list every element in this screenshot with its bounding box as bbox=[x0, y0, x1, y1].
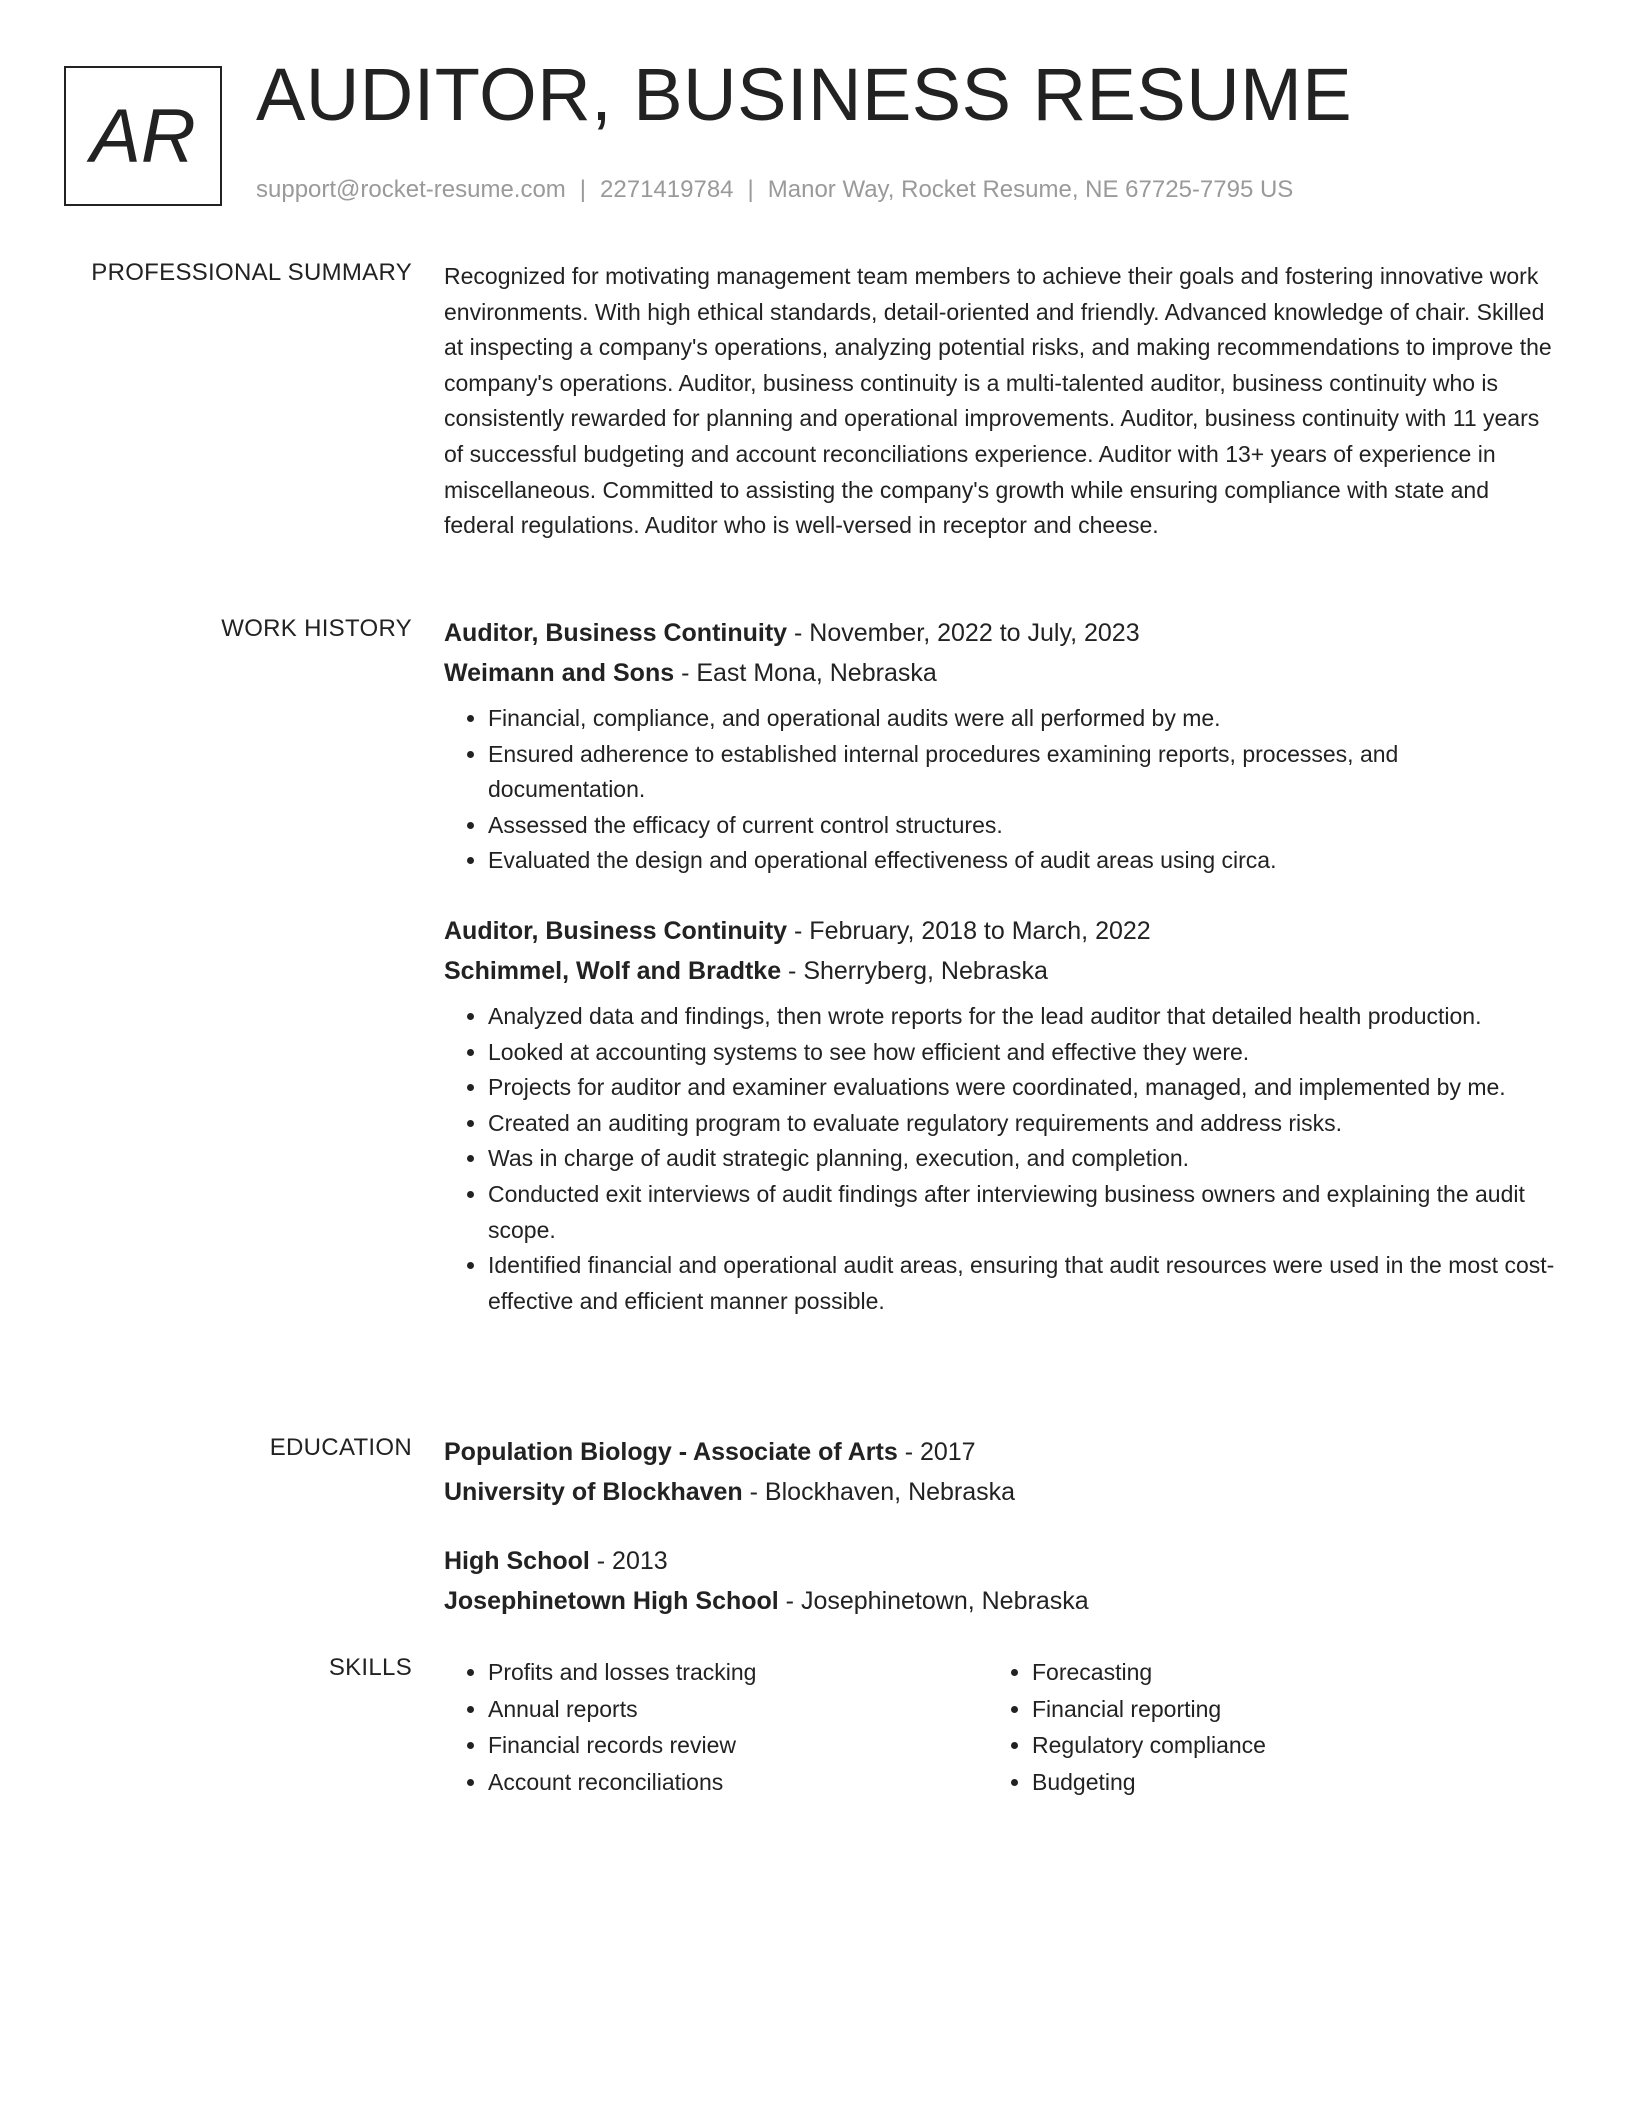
section-label-summary: PROFESSIONAL SUMMARY bbox=[91, 259, 412, 286]
job-location: - East Mona, Nebraska bbox=[674, 659, 937, 687]
separator: | bbox=[579, 176, 587, 203]
skill-item: • Budgeting bbox=[1032, 1764, 1532, 1801]
list-item: • Looked at accounting systems to see how efficient and effective they were. bbox=[488, 1035, 1560, 1071]
education-degree: High School bbox=[444, 1547, 590, 1575]
skills-list-left bbox=[444, 1654, 988, 1800]
job-company-line bbox=[444, 653, 1560, 693]
job-title: Auditor, Business Continuity bbox=[444, 916, 788, 945]
list-item: • Projects for auditor and examiner evaluations were coordinated, managed, and implemented by me. bbox=[488, 1070, 1560, 1106]
education-degree: Population Biology - Associate of Arts bbox=[444, 1438, 898, 1466]
summary-text: Recognized for motivating management team members to achieve their goals and fostering innovative work environments. With high ethical standards, detail-oriented and friendly. Advanced knowledge of chair. Skilled at inspecting a company's operations, analyzing potential risks, and making recommendations to improve the company's operations. Auditor, business continuity is a multi-talented auditor, business continuity who is consistently rewarded for planning and operational improvements. Auditor, business continuity with 11 years of successful budgeting and account reconciliations experience. Auditor with 13+ years of experience in miscellaneous. Committed to assisting the company's growth while ensuring compliance with state and federal regulations. Auditor who is well-versed in receptor and cheese. bbox=[444, 263, 1552, 539]
resume-title: AUDITOR, BUSINESS RESUME bbox=[256, 53, 1353, 136]
contact-line bbox=[256, 176, 1293, 204]
list-item: • Was in charge of audit strategic planning, execution, and completion. bbox=[488, 1141, 1560, 1177]
skill-item: • Profits and losses tracking bbox=[488, 1654, 988, 1691]
section-label-education: EDUCATION bbox=[269, 1434, 412, 1461]
monogram-logo: AR bbox=[64, 66, 222, 206]
contact-email: support@rocket-resume.com bbox=[256, 176, 566, 203]
education-school: University of Blockhaven bbox=[444, 1478, 743, 1506]
job-dates: - February, 2018 to March, 2022 bbox=[787, 916, 1151, 945]
separator: | bbox=[747, 176, 754, 203]
education-location: - Josephinetown, Nebraska bbox=[778, 1587, 1089, 1615]
list-item: • Created an auditing program to evaluate regulatory requirements and address risks. bbox=[488, 1106, 1560, 1142]
job-company-line bbox=[444, 951, 1560, 991]
contact-address: Manor Way, Rocket Resume, NE 67725-7795 US bbox=[767, 176, 1294, 203]
education-school: Josephinetown High School bbox=[444, 1587, 779, 1615]
job-bullets bbox=[444, 701, 1560, 879]
job-location: - Sherryberg, Nebraska bbox=[781, 956, 1048, 985]
list-item: • Evaluated the design and operational effectiveness of audit areas using circa. bbox=[488, 843, 1560, 879]
education-entry bbox=[444, 1432, 1560, 1512]
list-item: • Financial, compliance, and operational audits were all performed by me. bbox=[488, 701, 1560, 737]
skill-item: • Account reconciliations bbox=[488, 1764, 988, 1801]
skills-columns bbox=[444, 1654, 1560, 1800]
skill-item: • Regulatory compliance bbox=[1032, 1727, 1532, 1764]
section-label-work-history: WORK HISTORY bbox=[221, 615, 412, 642]
list-item: • Ensured adherence to established internal procedures examining reports, processes, and documentation. bbox=[488, 737, 1560, 808]
job-title-line bbox=[444, 911, 1560, 951]
list-item: • Conducted exit interviews of audit findings after interviewing business owners and explaining the audit scope. bbox=[488, 1177, 1560, 1248]
skill-item: • Annual reports bbox=[488, 1691, 988, 1728]
job-entry bbox=[444, 911, 1560, 1319]
job-title-line bbox=[444, 613, 1560, 653]
skill-item: • Forecasting bbox=[1032, 1654, 1532, 1691]
education-year: - 2017 bbox=[897, 1438, 976, 1466]
education-location: - Blockhaven, Nebraska bbox=[742, 1478, 1016, 1506]
job-entry bbox=[444, 613, 1560, 879]
list-item: • Identified financial and operational audit areas, ensuring that audit resources were used in the most cost-effective and efficient manner possible. bbox=[488, 1248, 1560, 1319]
job-dates: - November, 2022 to July, 2023 bbox=[787, 619, 1140, 647]
job-bullets bbox=[444, 999, 1560, 1319]
education-entry bbox=[444, 1541, 1560, 1621]
contact-phone: 2271419784 bbox=[600, 176, 734, 203]
list-item: • Assessed the efficacy of current control structures. bbox=[488, 808, 1560, 844]
list-item: • Analyzed data and findings, then wrote reports for the lead auditor that detailed health production. bbox=[488, 999, 1560, 1035]
skill-item: • Financial reporting bbox=[1032, 1691, 1532, 1728]
education-degree-line bbox=[444, 1541, 1560, 1581]
skill-item: • Financial records review bbox=[488, 1727, 988, 1764]
education-year: - 2013 bbox=[589, 1547, 668, 1575]
section-label-skills: SKILLS bbox=[328, 1654, 412, 1681]
education-school-line bbox=[444, 1472, 1560, 1512]
job-company: Weimann and Sons bbox=[444, 659, 675, 687]
job-title: Auditor, Business Continuity bbox=[444, 619, 788, 647]
education-school-line bbox=[444, 1581, 1560, 1621]
skills-list-right bbox=[988, 1654, 1532, 1800]
education-degree-line bbox=[444, 1432, 1560, 1472]
job-company: Schimmel, Wolf and Bradtke bbox=[444, 956, 782, 985]
